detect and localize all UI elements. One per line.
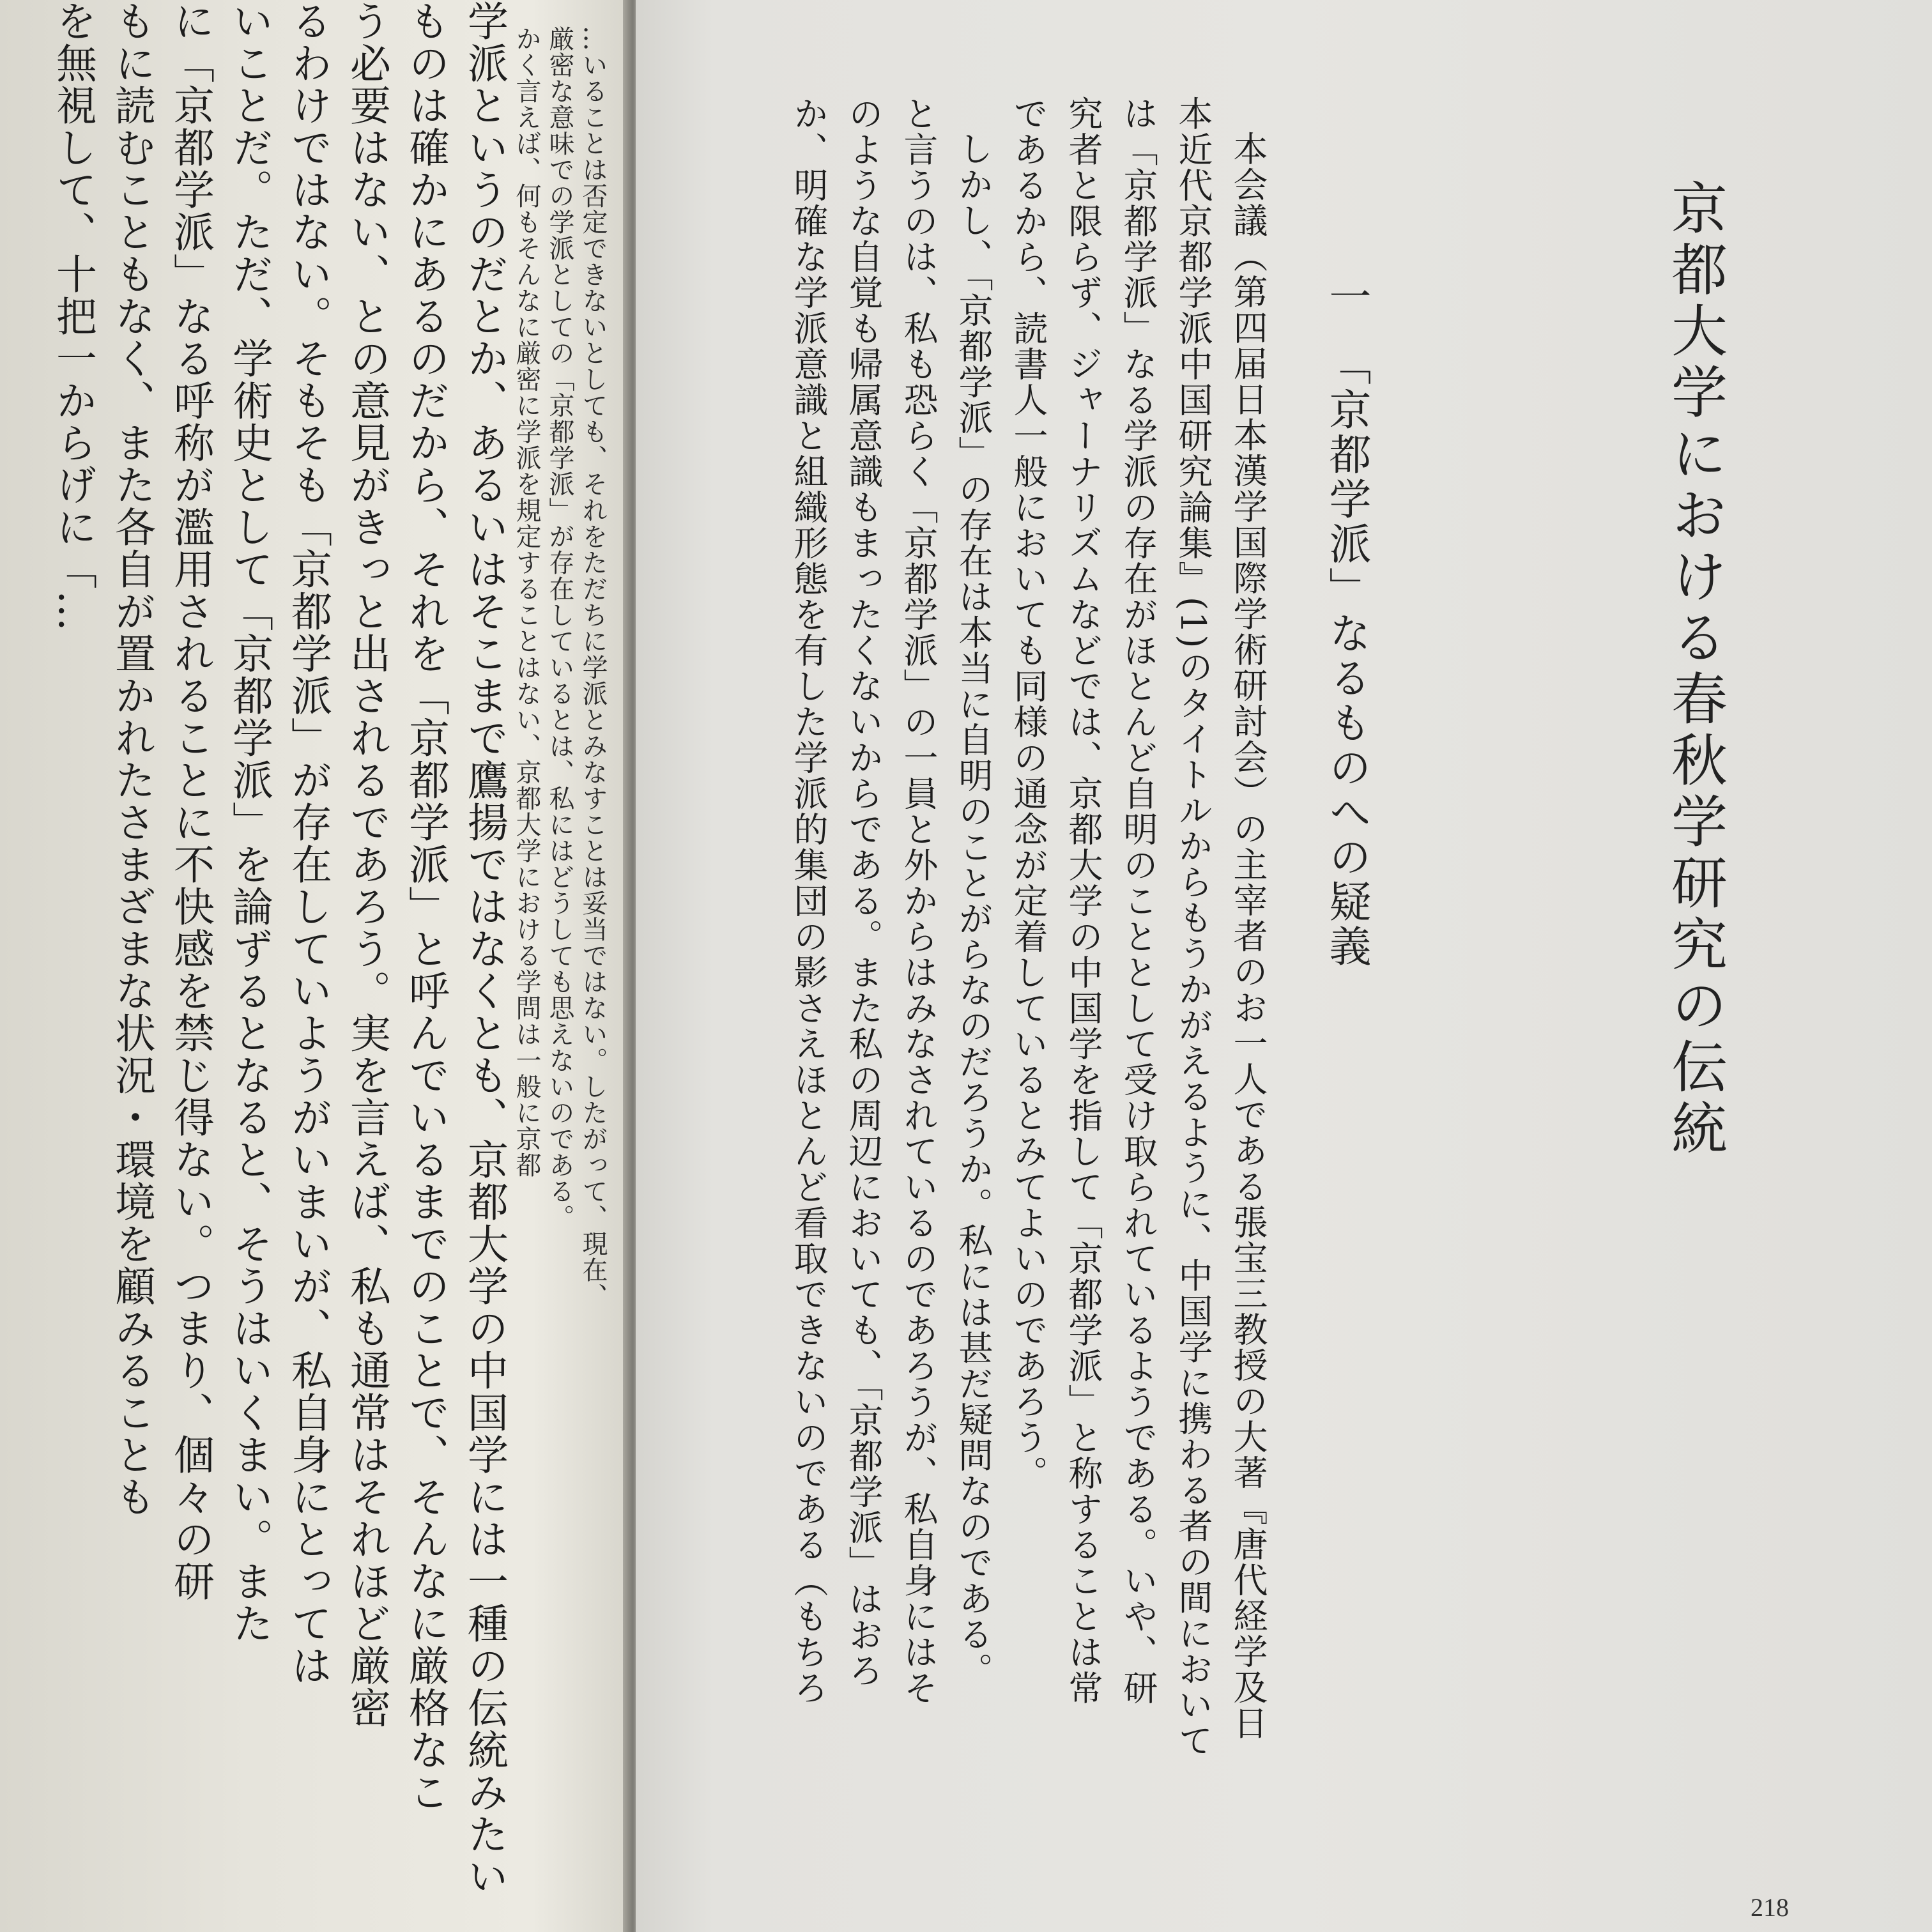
right-body-line: 本会議（第四届日本漢学国際学術研討会）の主宰者のお一人である張宝三教授の大著『唐代経学及日 [1228, 131, 1268, 1741]
left-note-line: 厳密な意味での学派としての「京都学派」が存在しているとは、私にはどうしても思えないのである。 [545, 26, 574, 1230]
right-body-line: は「京都学派」なる学派の存在がほとんど自明のこととして受け取られているようである。いや、研 [1118, 96, 1158, 1706]
left-body-line: ものは確かにあるのだから、それを「京都学派」と呼んでいるまでのことで、そんなに厳格なこ [402, 0, 449, 1813]
left-body-line: に「京都学派」なる呼称が濫用されることに不快感を禁じ得ない。つまり、個々の研 [167, 0, 214, 1602]
right-body-line: のような自覚も帰属意識もまったくないからである。また私の周辺においても、「京都学派」はおろ [843, 96, 884, 1689]
page-number: 218 [1751, 1893, 1789, 1922]
left-note-line: かく言えば、何もそんなに厳密に学派を規定することはない、京都大学における学問は一般に京都 [512, 26, 541, 1178]
section-heading: 一 「京都学派」なるものへの疑義 [1322, 275, 1371, 969]
right-body-line: と言うのは、私も恐らく「京都学派」の一員と外からはみなされているのであろうが、私自身にはそ [898, 96, 939, 1706]
left-body-line: う必要はない、との意見がきっと出されるであろう。実を言えば、私も通常はそれほど厳密 [343, 0, 390, 1729]
right-body-line: 本近代京都学派中国研究論集』(1)のタイトルからもうかがえるように、中国学に携わる者の間において [1173, 96, 1213, 1759]
right-page [636, 0, 1932, 1932]
left-body-line: を無視して、十把一からげに「… [49, 0, 96, 632]
right-body-line: であるから、読書人一般においても同様の通念が定着しているとみてよいのであろう。 [1008, 96, 1048, 1491]
left-page [0, 0, 626, 1932]
chapter-title: 京都大学における春秋学研究の伝統 [1662, 179, 1728, 1160]
left-note-line: …いることは否定できないとしても、それをただちに学派とみなすことは妥当ではない。したがって、現在、 [578, 26, 608, 1309]
left-body-line: もに読むこともなく、また各自が置かれたさまざまな状況・環境を顧みることも [108, 0, 155, 1518]
right-body-line: しかし、「京都学派」の存在は本当に自明のことがらなのだろうか。私には甚だ疑問なのである。 [953, 131, 993, 1688]
right-body-line: 究者と限らず、ジャーナリズムなどでは、京都大学の中国学を指して「京都学派」と称することは常 [1063, 96, 1103, 1706]
left-body-line: 学派というのだとか、あるいはそこまで鷹揚ではなくとも、京都大学の中国学には一種の伝統みたい [461, 0, 508, 1897]
left-body-line: るわけではない。そもそも「京都学派」が存在していようがいまいが、私自身にとっては [284, 0, 332, 1687]
left-body-line: いことだ。ただ、学術史として「京都学派」を論ずるとなると、そうはいくまい。また [226, 0, 273, 1644]
right-body-line: か、明確な学派意識と組織形態を有した学派的集団の影さえほとんど看取できないのである（もちろ [788, 96, 829, 1706]
